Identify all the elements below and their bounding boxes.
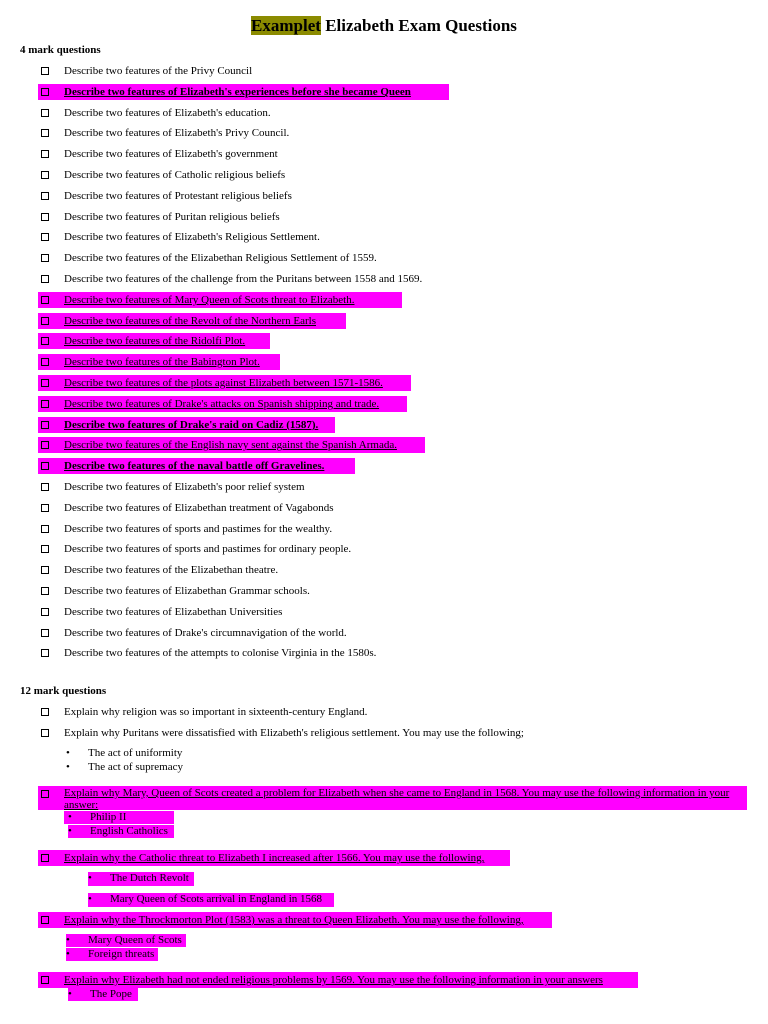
title-highlight: Examplet: [251, 16, 321, 35]
question-text: Describe two features of the Elizabethan theatre.: [64, 564, 279, 576]
four-mark-question-highlighted: [0, 437, 768, 453]
empty-square-icon: [41, 275, 49, 283]
question-text: Explain why Mary, Queen of Scots created a problem for Elizabeth when she came to England in 1568. You may use the following information in your answer:: [64, 787, 730, 811]
four-mark-question: [0, 229, 768, 245]
bullet-text: Foreign threats: [88, 948, 155, 960]
question-text: Describe two features of Catholic religious beliefs: [64, 169, 286, 181]
four-mark-question-highlighted: [0, 458, 768, 474]
four-mark-question-highlighted: [0, 396, 768, 412]
empty-square-icon: [41, 545, 49, 553]
question-text: Describe two features of the Ridolfi Plot.: [64, 335, 246, 347]
empty-square-icon: [41, 790, 49, 798]
four-mark-question: [0, 500, 768, 516]
empty-square-icon: [41, 483, 49, 491]
section-heading-12-mark: 12 mark questions: [20, 685, 107, 697]
question-text: Explain why the Catholic threat to Elizabeth I increased after 1566. You may use the following,: [64, 852, 485, 864]
question-text: Describe two features of sports and pastimes for ordinary people.: [64, 543, 352, 555]
question-text: Describe two features of Protestant religious beliefs: [64, 190, 292, 202]
question-text: Explain why Puritans were dissatisfied with Elizabeth's religious settlement. You may use the following;: [64, 727, 524, 739]
question-text: Explain why religion was so important in sixteenth-century England.: [64, 706, 368, 718]
four-mark-question: [0, 188, 768, 204]
list-item: [88, 872, 194, 886]
question-text: Explain why the Throckmorton Plot (1583) was a threat to Queen Elizabeth. You may use the following,: [64, 914, 524, 926]
question-text: Describe two features of Elizabethan Grammar schools.: [64, 585, 310, 597]
empty-square-icon: [41, 337, 49, 345]
empty-square-icon: [41, 649, 49, 657]
question-text: Describe two features of the naval battle off Gravelines.: [64, 460, 325, 472]
empty-square-icon: [41, 400, 49, 408]
four-mark-question: [0, 125, 768, 141]
four-mark-question: [0, 604, 768, 620]
list-item: [66, 934, 186, 947]
question-text: Describe two features of Elizabeth's poor relief system: [64, 481, 305, 493]
question-text: Describe two features of Puritan religious beliefs: [64, 211, 280, 223]
empty-square-icon: [41, 525, 49, 533]
page-title: [0, 15, 768, 37]
four-mark-question: [0, 625, 768, 641]
four-mark-question: [0, 645, 768, 661]
bullet-text: The Pope: [90, 988, 132, 1000]
question-text: Describe two features of Elizabethan treatment of Vagabonds: [64, 502, 334, 514]
four-mark-question-highlighted: [0, 417, 768, 433]
question-text: Describe two features of the Elizabethan Religious Settlement of 1559.: [64, 252, 377, 264]
bullet-dot-icon: •: [88, 872, 92, 884]
bullet-text: The Dutch Revolt: [110, 872, 189, 884]
bullet-text: Mary Queen of Scots: [88, 934, 182, 946]
bullet-text: English Catholics: [90, 825, 168, 837]
empty-square-icon: [41, 708, 49, 716]
empty-square-icon: [41, 441, 49, 449]
empty-square-icon: [41, 192, 49, 200]
bullet-text: Mary Queen of Scots arrival in England in 1568: [110, 893, 323, 905]
bullet-dot-icon: •: [68, 825, 72, 837]
four-mark-question: [0, 63, 768, 79]
four-mark-question-highlighted: [0, 333, 768, 349]
empty-square-icon: [41, 109, 49, 117]
list-item: [68, 825, 174, 838]
four-mark-question: [0, 250, 768, 266]
empty-square-icon: [41, 213, 49, 221]
question-text: Explain why Elizabeth had not ended religious problems by 1569. You may use the following information in your answers: [64, 974, 603, 986]
empty-square-icon: [41, 296, 49, 304]
empty-square-icon: [41, 171, 49, 179]
empty-square-icon: [41, 254, 49, 262]
empty-square-icon: [41, 976, 49, 984]
question-text: Describe two features of the challenge from the Puritans between 1558 and 1569.: [64, 273, 423, 285]
four-mark-question-highlighted: [0, 313, 768, 329]
bullet-dot-icon: •: [68, 811, 72, 823]
question-text: Describe two features of the English navy sent against the Spanish Armada.: [64, 439, 397, 451]
four-mark-question-highlighted: [0, 375, 768, 391]
twelve-mark-question-highlighted: [38, 850, 510, 866]
four-mark-question-highlighted: [0, 292, 768, 308]
question-text: Describe two features of Elizabethan Universities: [64, 606, 283, 618]
question-text: Describe two features of Drake's raid on Cadiz (1587).: [64, 419, 319, 431]
empty-square-icon: [41, 150, 49, 158]
question-text: Describe two features of Drake's attacks on Spanish shipping and trade.: [64, 398, 380, 410]
four-mark-question: [0, 167, 768, 183]
question-text: Describe two features of Elizabeth's education.: [64, 107, 271, 119]
bullet-dot-icon: •: [66, 948, 70, 960]
question-text: Describe two features of the Revolt of the Northern Earls: [64, 315, 316, 327]
question-text: Describe two features of the plots against Elizabeth between 1571-1586.: [64, 377, 383, 389]
empty-square-icon: [41, 379, 49, 387]
twelve-mark-question: [0, 704, 768, 720]
list-item: [68, 988, 138, 1001]
question-text: Describe two features of Mary Queen of Scots threat to Elizabeth.: [64, 294, 355, 306]
bullet-dot-icon: •: [88, 893, 92, 905]
four-mark-question: [0, 479, 768, 495]
empty-square-icon: [41, 129, 49, 137]
empty-square-icon: [41, 729, 49, 737]
empty-square-icon: [41, 587, 49, 595]
bullet-dot-icon: •: [66, 934, 70, 946]
empty-square-icon: [41, 462, 49, 470]
four-mark-question-highlighted: [0, 84, 768, 100]
four-mark-question: [0, 562, 768, 578]
four-mark-question: [0, 521, 768, 537]
title-rest: Elizabeth Exam Questions: [320, 16, 517, 35]
question-text: Describe two features of the Privy Council: [64, 65, 253, 77]
empty-square-icon: [41, 504, 49, 512]
bullet-text: Philip II: [90, 811, 127, 823]
question-text: Describe two features of Elizabeth's experiences before she became Queen: [64, 86, 411, 98]
twelve-mark-question-highlighted: [38, 912, 552, 928]
four-mark-question-highlighted: [0, 354, 768, 370]
four-mark-question: [0, 583, 768, 599]
empty-square-icon: [41, 88, 49, 96]
twelve-mark-question: [0, 725, 768, 741]
question-text: Describe two features of Elizabeth's Privy Council.: [64, 127, 290, 139]
empty-square-icon: [41, 421, 49, 429]
question-text: Describe two features of Elizabeth's Religious Settlement.: [64, 231, 320, 243]
empty-square-icon: [41, 629, 49, 637]
empty-square-icon: [41, 916, 49, 924]
four-mark-question: [0, 271, 768, 287]
section-heading-4-mark: 4 mark questions: [20, 44, 101, 56]
empty-square-icon: [41, 854, 49, 862]
empty-square-icon: [41, 358, 49, 366]
empty-square-icon: [41, 317, 49, 325]
twelve-mark-question-highlighted: [38, 972, 638, 988]
four-mark-question: [0, 541, 768, 557]
question-text: Describe two features of Drake's circumnavigation of the world.: [64, 627, 347, 639]
empty-square-icon: [41, 566, 49, 574]
empty-square-icon: [41, 233, 49, 241]
four-mark-question: [0, 146, 768, 162]
four-mark-question: [0, 105, 768, 121]
question-text: Describe two features of the Babington Plot.: [64, 356, 260, 368]
question-text: Describe two features of Elizabeth's government: [64, 148, 278, 160]
list-item: [88, 893, 334, 907]
question-text: Describe two features of sports and pastimes for the wealthy.: [64, 523, 333, 535]
bullet-text: The act of supremacy: [88, 761, 183, 773]
empty-square-icon: [41, 67, 49, 75]
four-mark-question: [0, 209, 768, 225]
question-text: Describe two features of the attempts to colonise Virginia in the 1580s.: [64, 647, 377, 659]
list-item: [66, 948, 158, 961]
bullet-dot-icon: •: [66, 761, 70, 773]
bullet-text: The act of uniformity: [88, 747, 183, 759]
empty-square-icon: [41, 608, 49, 616]
bullet-dot-icon: •: [68, 988, 72, 1000]
bullet-dot-icon: •: [66, 747, 70, 759]
